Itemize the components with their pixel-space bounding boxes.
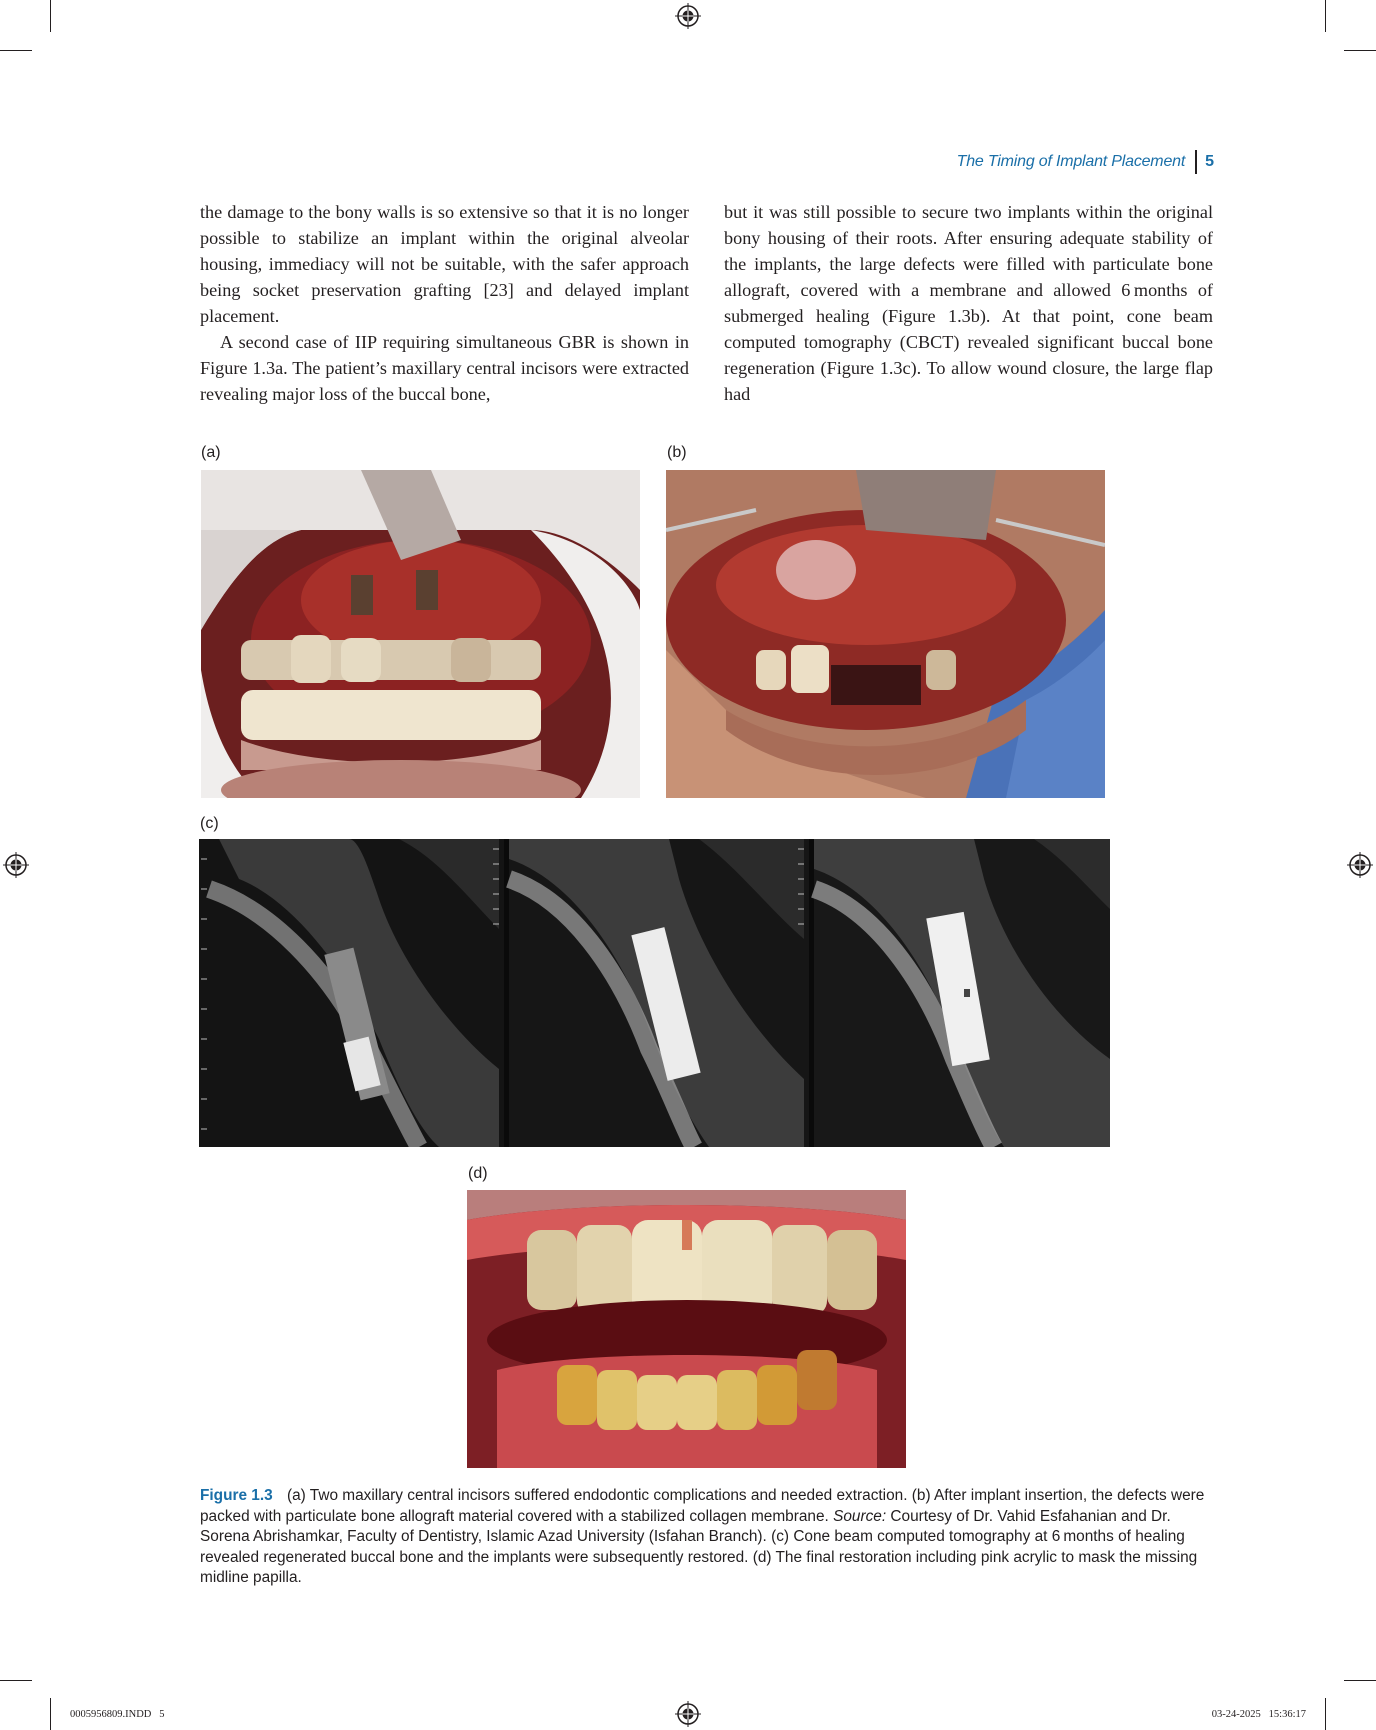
panel-label-a: (a) (201, 444, 221, 461)
crop-mark-top-right-h (1344, 50, 1376, 51)
registration-target-icon (1347, 852, 1373, 878)
registration-target-icon (675, 3, 701, 29)
running-head (957, 150, 1214, 174)
crop-mark-top-left-v (50, 0, 51, 32)
panel-label-b: (b) (667, 444, 687, 461)
caption-text-part1: (a) Two maxillary central incisors suffered endodontic complications and needed extraction. (b) After implant insertion, the defects were packed with particulate bone allograft material covered with a stabilized collagen membrane. (200, 1487, 1205, 1525)
body-column-left (200, 199, 689, 407)
file-slug: 0005956809.INDD 5 (70, 1709, 165, 1720)
crop-mark-top-left-h (0, 50, 32, 51)
crop-mark-bottom-left-v (50, 1698, 51, 1730)
panel-label-d: (d) (468, 1165, 488, 1182)
running-head-rule (1195, 150, 1197, 174)
crop-mark-bottom-left-h (0, 1680, 32, 1681)
figure-label: Figure 1.3 (200, 1487, 273, 1504)
body-paragraph: the damage to the bony walls is so extensive so that it is no longer possible to stabilize an implant within the original alveolar housing, immediacy will not be suitable, with the safer approach being socket preservation grafting [23] and delayed implant placement. (200, 202, 689, 326)
registration-target-icon (3, 852, 29, 878)
crop-mark-bottom-right-v (1325, 1698, 1326, 1730)
figure-caption (200, 1486, 1210, 1589)
crop-mark-bottom-right-h (1344, 1680, 1376, 1681)
caption-source-label: Source: (833, 1507, 887, 1525)
page-number: 5 (1205, 153, 1214, 170)
intraoral-photo-final-restoration (467, 1190, 906, 1468)
body-paragraph: but it was still possible to secure two implants within the original bony housing of their roots. After ensuring adequate stability of the implants, the large defects were filled with particulate bone allograft, covered with a membrane and allowed 6 months of submerged healing (Figure 1.3b). At that point, cone beam computed tomography (CBCT) revealed significant buccal bone regeneration (Figure 1.3c). To allow wound closure, the large flap had (724, 202, 1213, 404)
intraoral-photo-bone-graft (666, 470, 1105, 798)
intraoral-photo-implant-insertion (201, 470, 640, 798)
body-paragraph: A second case of IIP requiring simultaneous GBR is shown in Figure 1.3a. The patient’s maxillary central incisors were extracted revealing major loss of the buccal bone, (200, 332, 689, 404)
cbct-scan-series (199, 839, 1110, 1147)
print-timestamp: 03-24-2025 15:36:17 (1211, 1709, 1306, 1720)
crop-mark-top-right-v (1325, 0, 1326, 32)
panel-label-c: (c) (200, 815, 219, 832)
registration-target-icon (675, 1701, 701, 1727)
body-column-right (724, 199, 1213, 407)
caption-text-part2: Courtesy of Dr. Vahid Esfahanian and Dr. Sorena Abrishamkar, Faculty of Dentistry, Islamic Azad University (Isfahan Branch). (c) Cone beam computed tomography at 6 months of healing revealed regenerated buccal bone and the implants were subsequently restored. (d) The final restoration including pink acrylic to mask the missing midline papilla. (200, 1507, 1198, 1586)
running-title: The Timing of Implant Placement (956, 153, 1186, 170)
